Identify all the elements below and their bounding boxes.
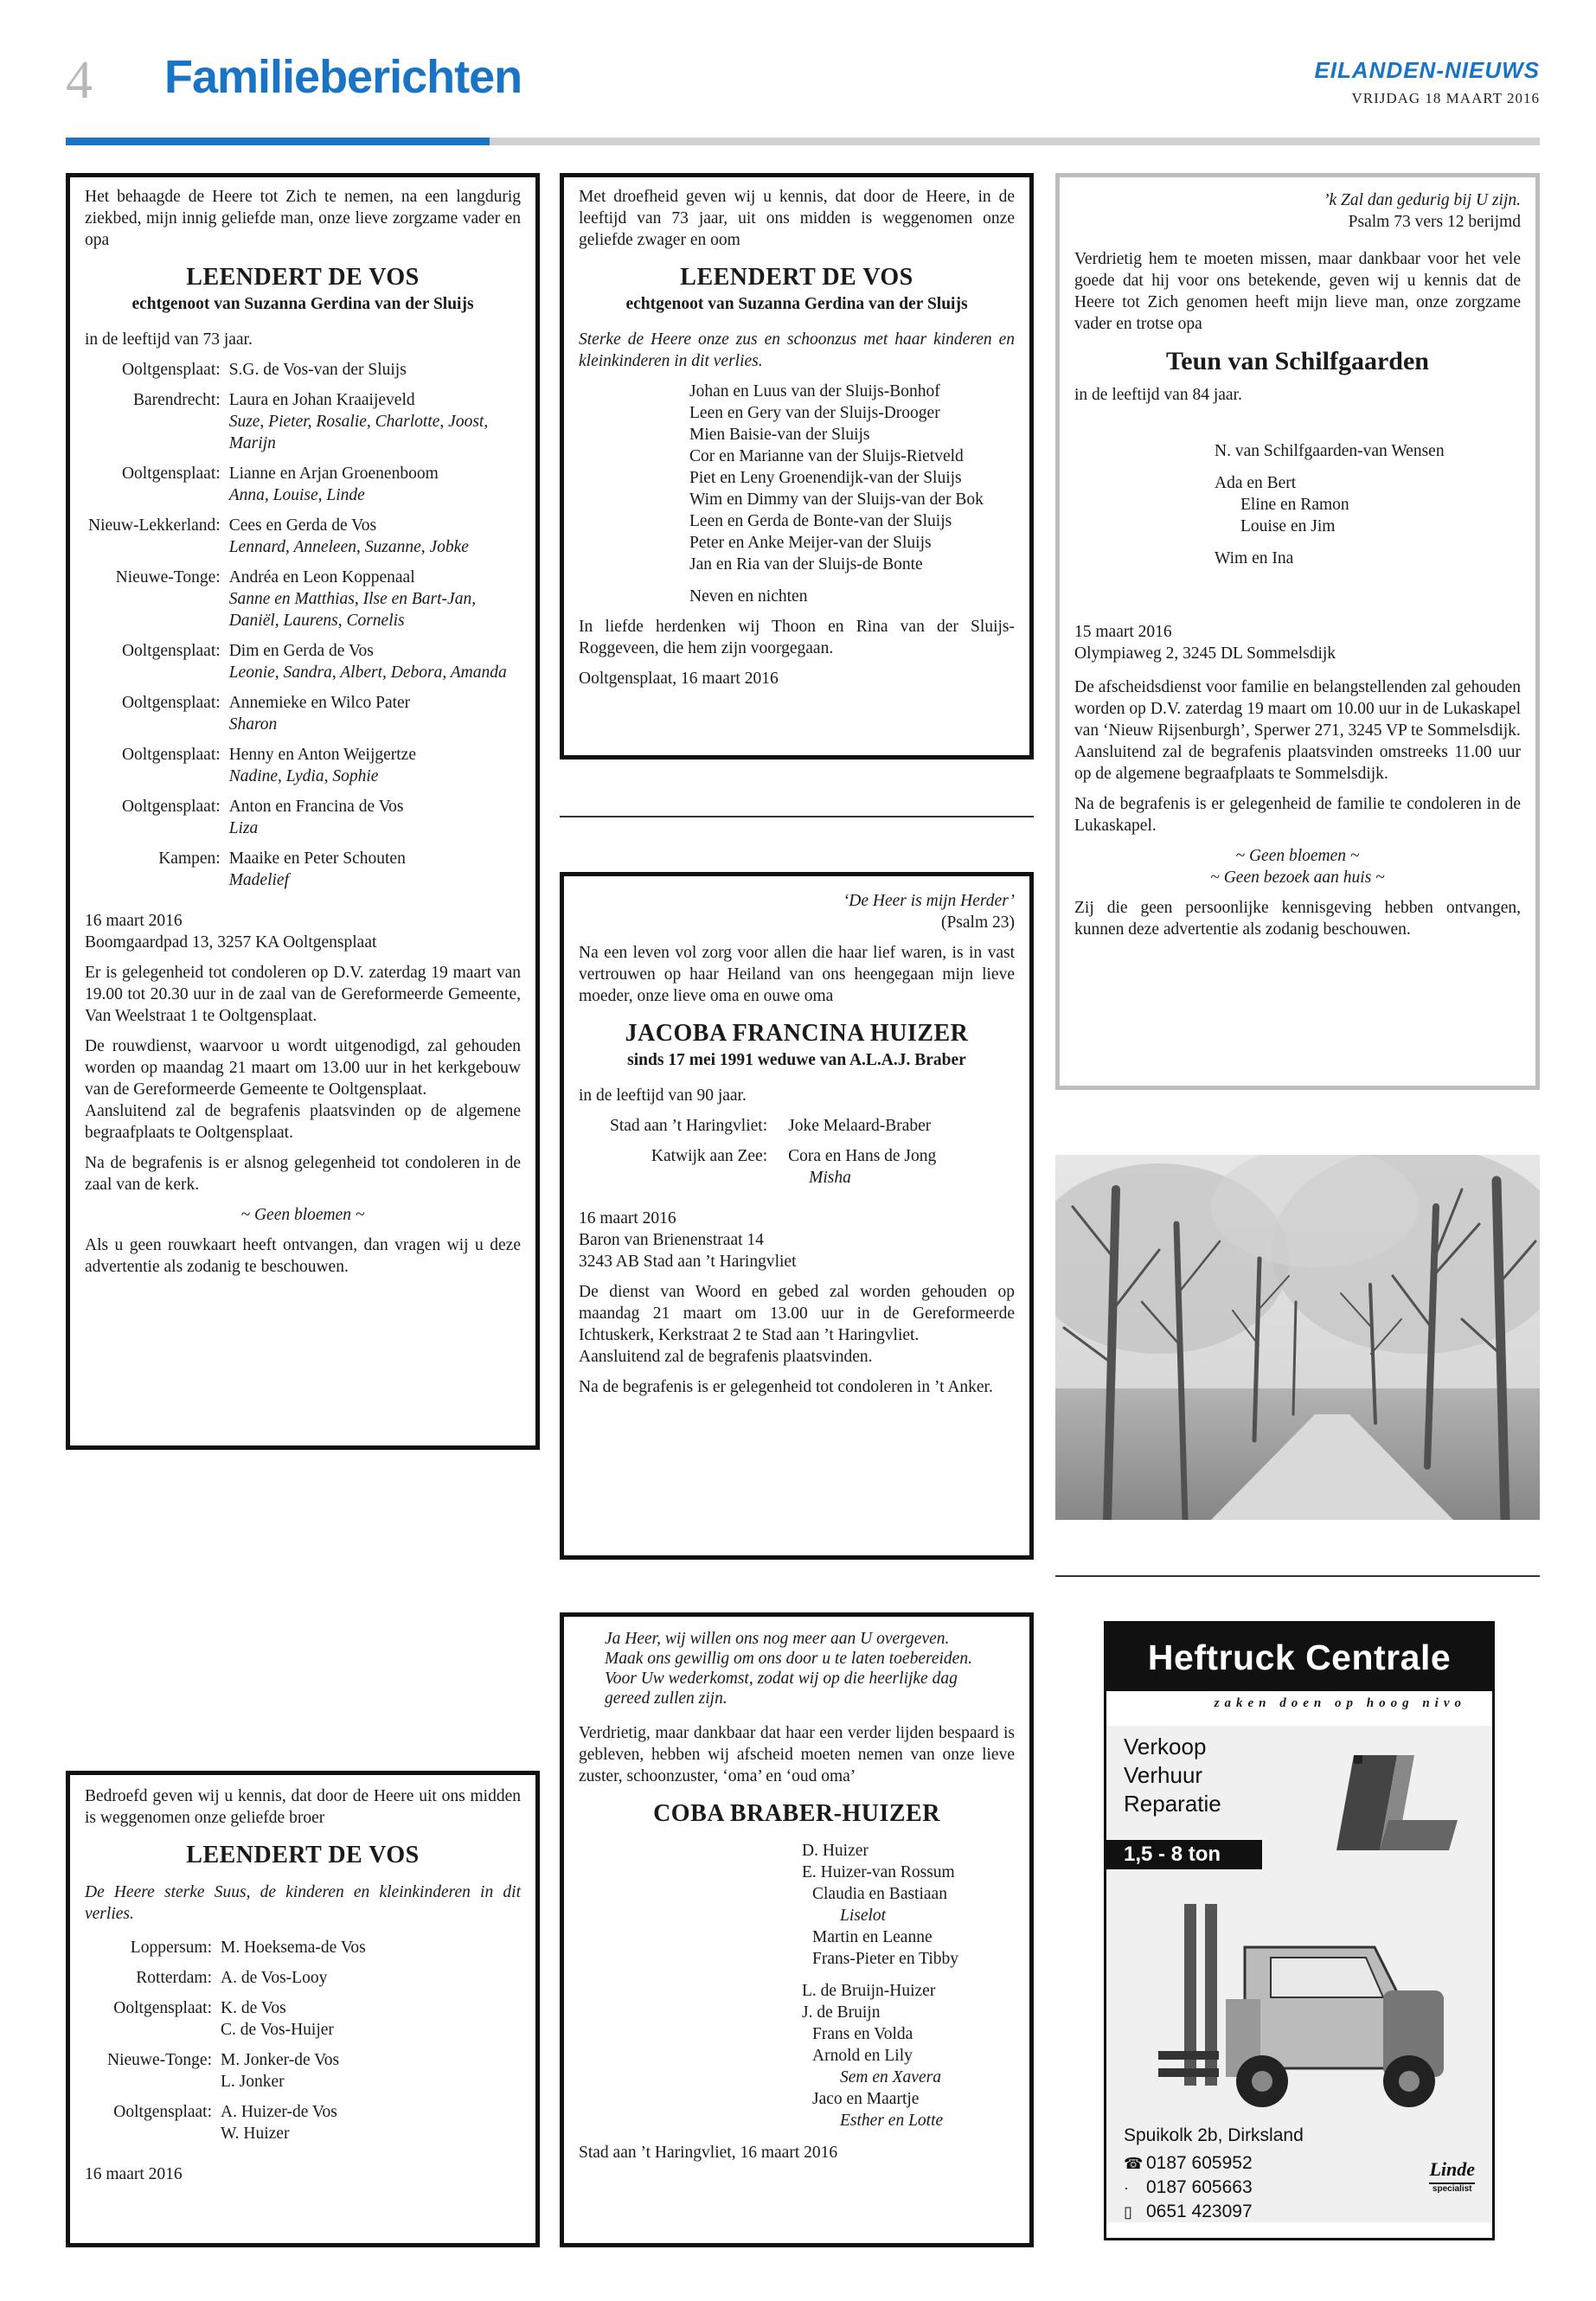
family-row: Loppersum: M. Hoeksema-de Vos xyxy=(130,1939,366,1957)
ad-phone-list xyxy=(1124,2151,1253,2224)
no-flowers-note: ~ Geen bloemen ~ xyxy=(1235,847,1360,865)
ad-date-address: 16 maart 2016 Baron van Brienenstraat 14 3243 AB Stad aan ’t Haringvliet xyxy=(579,1209,797,1271)
service-info: De rouwdienst, waarvoor u wordt uitgenodigd, zal gehouden worden op maandag 21 maart om 13.00 uur in het kerkgebouw van de Gereformeerde Gemeente te Ooltgensplaat. Aansluitend zal de begrafenis plaatsvinden op de algemene begraafplaats te Ooltgensplaat. xyxy=(85,1037,521,1142)
forklift-image xyxy=(1124,1895,1478,2110)
family-row: Ooltgensplaat: A. Huizer-de Vos W. Huizer xyxy=(113,2103,337,2143)
ad-intro: Met droefheid geven wij u kennis, dat door de Heere, in de leeftijd van 73 jaar, uit ons midden is weggenomen onze geliefde zwager en oom xyxy=(579,188,1015,249)
family-list xyxy=(1074,440,1521,569)
ad-date: 16 maart 2016 xyxy=(85,2165,183,2183)
list-item: Sem en Xavera xyxy=(840,2068,941,2086)
obituary-ad-jacoba-francina-huizer xyxy=(560,872,1034,1560)
service-item: Reparatie xyxy=(1124,1791,1221,1817)
no-flowers-note: ~ Geen bloemen ~ xyxy=(240,1206,365,1224)
list-item: Martin en Leanne xyxy=(812,1928,933,1946)
family-row: Stad aan ’t Haringvliet: Joke Melaard-Braber xyxy=(610,1117,932,1135)
family-list xyxy=(88,359,521,900)
deceased-age: in de leeftijd van 90 jaar. xyxy=(579,1086,747,1105)
newspaper-brand: EILANDEN-NIEUWS xyxy=(1314,57,1540,83)
linde-specialist-logo: Linde specialist xyxy=(1429,2158,1475,2194)
family-row: Rotterdam: A. de Vos-Looy xyxy=(136,1969,328,1987)
family-list-a xyxy=(579,1840,1015,1970)
family-row: Ooltgensplaat: Henny en Anton Weijgertze Nadine, Lydia, Sophie xyxy=(121,746,416,785)
service-item: Verhuur xyxy=(1124,1762,1203,1788)
obituary-ad-teun-van-schilfgaarden xyxy=(1055,173,1540,1090)
phone-icon: ☎ xyxy=(1124,2155,1144,2172)
psalm-quote: ‘De Heer is mijn Herder’ xyxy=(843,892,1015,910)
list-item: Esther en Lotte xyxy=(840,2112,944,2130)
list-item: Leen en Gery van der Sluijs-Drooger xyxy=(689,404,940,422)
list-item: E. Huizer-van Rossum xyxy=(802,1863,955,1881)
list-item: Louise en Jim xyxy=(1240,517,1336,535)
deceased-subtitle: sinds 17 mei 1991 weduwe van A.L.A.J. Braber xyxy=(627,1051,966,1069)
list-item: Liselot xyxy=(840,1907,887,1925)
list-item: Jan en Ria van der Sluijs-de Bonte xyxy=(689,555,923,574)
fax-icon: · xyxy=(1124,2179,1129,2196)
list-item: L. de Bruijn-Huizer xyxy=(802,1982,936,2000)
psalm-reference: Psalm 73 vers 12 berijmd xyxy=(1348,213,1521,231)
family-row: Ooltgensplaat: Lianne en Arjan Groenenboom Anna, Louise, Linde xyxy=(121,465,439,504)
family-row: Nieuw-Lekkerland: Cees en Gerda de Vos Lennard, Anneleen, Suzanne, Jobke xyxy=(88,516,469,556)
family-row: Ooltgensplaat: Dim en Gerda de Vos Leonie, Sandra, Albert, Debora, Amanda xyxy=(121,642,507,682)
service-info: De dienst van Woord en gebed zal worden gehouden op maandag 21 maart om 13.00 uur in de Gereformeerde Ichtuskerk, Kerkstraat 2 te Stad aan ’t Haringvliet. Aansluitend zal de begrafenis plaatsvinden. xyxy=(579,1283,1015,1366)
column-divider xyxy=(560,816,1034,817)
list-item: Frans-Pieter en Tibby xyxy=(812,1950,959,1968)
ad-wish: Sterke de Heere onze zus en schoonzus met haar kinderen en kleinkinderen in dit verlies. xyxy=(579,330,1015,370)
family-row: Nieuwe-Tonge: M. Jonker-de Vos L. Jonker xyxy=(107,2051,340,2091)
deceased-name: Teun van Schilfgaarden xyxy=(1166,347,1429,375)
psalm-reference: (Psalm 23) xyxy=(940,913,1015,932)
after-burial-info: Na de begrafenis is er gelegenheid tot condoleren in ’t Anker. xyxy=(579,1378,993,1396)
memory-note: In liefde herdenken wij Thoon en Rina van der Sluijs-Roggeveen, die hem zijn voorgegaan. xyxy=(579,618,1015,657)
list-item: Peter en Anke Meijer-van der Sluijs xyxy=(689,534,932,552)
ad-date-address: 15 maart 2016 Olympiaweg 2, 3245 DL Sommelsdijk xyxy=(1074,623,1336,663)
page-number: 4 xyxy=(66,51,93,110)
ad-poem: Ja Heer, wij willen ons nog meer aan U overgeven. Maak ons gewillig om ons door u te laten toebereiden. Voor Uw wederkomst, zodat wij op die heerlijke dag gereed zullen zijn. xyxy=(605,1630,972,1708)
obituary-ad-coba-braber-huizer xyxy=(560,1612,1034,2247)
family-list xyxy=(610,1115,936,1197)
company-logo-icon xyxy=(1336,1738,1458,1868)
ad-intro: Na een leven vol zorg voor allen die haar lief waren, is in vast vertrouwen op haar Heiland van ons heengegaan mijn lieve moeder, onze lieve oma en ouwe oma xyxy=(579,944,1015,1005)
column-divider xyxy=(1055,1575,1540,1577)
service-item: Verkoop xyxy=(1124,1734,1207,1759)
ad-intro: Het behaagde de Heere tot Zich te nemen, na een langdurig ziekbed, mijn innig geliefde man, onze lieve zorgzame vader en opa xyxy=(85,188,521,249)
list-item: Frans en Volda xyxy=(812,2025,913,2043)
deceased-name: COBA BRABER-HUIZER xyxy=(653,1800,940,1827)
after-burial-info: Na de begrafenis is er gelegenheid de familie te condoleren in de Lukaskapel. xyxy=(1074,795,1521,835)
family-list xyxy=(107,1937,366,2153)
fax-line: · 0187 605663 xyxy=(1124,2176,1253,2200)
family-row: Barendrecht: Laura en Johan Kraaijeveld Suze, Pieter, Rosalie, Charlotte, Joost, Marijn xyxy=(132,391,489,452)
family-row: Ooltgensplaat: K. de Vos C. de Vos-Huijer xyxy=(113,1999,334,2039)
list-item: Piet en Leny Groenendijk-van der Sluijs xyxy=(689,469,962,487)
ad-tagline: zaken doen op hoog nivo xyxy=(1214,1696,1466,1710)
psalm-quote: ’k Zal dan gedurig bij U zijn. xyxy=(1323,191,1521,209)
list-item: Arnold en Lily xyxy=(812,2047,913,2065)
family-row: Katwijk aan Zee: Cora en Hans de Jong Misha xyxy=(651,1147,937,1187)
closing-note: Als u geen rouwkaart heeft ontvangen, dan vragen wij u deze advertentie als zodanig te beschouwen. xyxy=(85,1236,521,1276)
deceased-name: LEENDERT DE VOS xyxy=(186,1842,420,1868)
obituary-ad-leendert-de-vos-family xyxy=(66,173,540,1450)
ad-wish: De Heere sterke Suus, de kinderen en kleinkinderen in dit verlies. xyxy=(85,1883,521,1923)
nephews-line: Neven en nichten xyxy=(689,587,808,606)
deceased-name: LEENDERT DE VOS xyxy=(680,264,913,291)
mobile-phone-icon: ▯ xyxy=(1124,2203,1132,2221)
place-date: Ooltgensplaat, 16 maart 2016 xyxy=(579,670,779,688)
list-item: Johan en Luus van der Sluijs-Bonhof xyxy=(689,382,940,401)
ad-intro: Verdrietig, maar dankbaar dat haar een verder lijden bespaard is gebleven, hebben wij afscheid moeten nemen van onze lieve zuster, schoonzuster, ‘oma’ en ‘oud oma’ xyxy=(579,1724,1015,1785)
family-row: Ooltgensplaat: S.G. de Vos-van der Sluijs xyxy=(121,361,407,379)
list-item: J. de Bruijn xyxy=(802,2003,881,2022)
ad-intro: Verdrietig hem te moeten missen, maar dankbaar voor het vele goede dat hij voor ons betekende, geven wij u kennis dat de Heere tot Zich genomen heeft mijn lieve man, onze zorgzame vader en trotse opa xyxy=(1074,250,1521,333)
deceased-age: in de leeftijd van 84 jaar. xyxy=(1074,386,1242,404)
list-item: N. van Schilfgaarden-van Wensen xyxy=(1215,442,1445,460)
closing-note: Zij die geen persoonlijke kennisgeving hebben ontvangen, kunnen deze advertentie als zodanig beschouwen. xyxy=(1074,899,1521,939)
list-item: Wim en Ina xyxy=(1215,549,1294,567)
list-item: Wim en Dimmy van der Sluijs-van der Bok xyxy=(689,490,984,509)
services-list xyxy=(1124,1733,1221,1818)
condolence-info: Er is gelegenheid tot condoleren op D.V. zaterdag 19 maart van 19.00 tot 20.30 uur in de zaal van de Gereformeerde Gemeente, Van Weelstraat 1 te Ooltgensplaat. xyxy=(85,964,521,1025)
ad-company-name: Heftruck Centrale xyxy=(1106,1624,1492,1691)
deceased-subtitle: echtgenoot van Suzanna Gerdina van der Sluijs xyxy=(131,295,474,313)
ad-address: Spuikolk 2b, Dirksland xyxy=(1124,2125,1304,2145)
list-item: Mien Baisie-van der Sluijs xyxy=(689,426,870,444)
phone-line: ☎ 0187 605952 xyxy=(1124,2151,1253,2176)
no-visit-note: ~ Geen bezoek aan huis ~ xyxy=(1210,868,1385,887)
heftruck-centrale-ad xyxy=(1104,1621,1495,2240)
obituary-ad-leendert-de-vos-inlaws xyxy=(560,173,1034,760)
header-rule-accent xyxy=(66,138,490,145)
family-list xyxy=(579,381,1015,575)
family-row: Ooltgensplaat: Anton en Francina de Vos Liza xyxy=(121,798,404,837)
deceased-name: JACOBA FRANCINA HUIZER xyxy=(625,1020,969,1047)
deceased-age: in de leeftijd van 73 jaar. xyxy=(85,330,253,349)
ad-intro: Bedroefd geven wij u kennis, dat door de Heere uit ons midden is weggenomen onze geliefde broer xyxy=(85,1787,521,1827)
mobile-line: ▯ 0651 423097 xyxy=(1124,2200,1253,2224)
family-list-b xyxy=(579,1980,1015,2131)
ad-date-address: 16 maart 2016 Boomgaardpad 13, 3257 KA Ooltgensplaat xyxy=(85,912,377,952)
list-item: Claudia en Bastiaan xyxy=(812,1885,947,1903)
list-item: Cor en Marianne van der Sluijs-Rietveld xyxy=(689,447,964,465)
deceased-subtitle: echtgenoot van Suzanna Gerdina van der Sluijs xyxy=(625,295,968,313)
obituary-ad-leendert-de-vos-siblings xyxy=(66,1771,540,2247)
list-item: Eline en Ramon xyxy=(1240,496,1349,514)
section-title: Familieberichten xyxy=(164,51,522,103)
list-item: D. Huizer xyxy=(802,1842,869,1860)
family-row: Kampen: Maaike en Peter Schouten Madelief xyxy=(158,849,406,889)
family-row: Ooltgensplaat: Annemieke en Wilco Pater Sharon xyxy=(121,694,411,734)
service-info: De afscheidsdienst voor familie en belangstellenden zal gehouden worden op D.V. zaterdag 19 maart om 10.00 uur in de Lukaskapel van ‘Nieuw Rijsenburgh’, Sperwer 271, 3245 VP te Sommelsdijk. Aansluitend zal de begrafenis plaatsvinden omstreeks 11.00 uur op de algemene begraafplaats te Sommelsdijk. xyxy=(1074,678,1521,783)
forest-photo xyxy=(1055,1155,1540,1520)
header-rule xyxy=(490,138,1540,145)
family-row: Nieuwe-Tonge: Andréa en Leon Koppenaal Sanne en Matthias, Ilse en Bart-Jan, Daniël, Laurens, Cornelis xyxy=(115,568,477,630)
after-burial-info: Na de begrafenis is er alsnog gelegenheid tot condoleren in de zaal van de kerk. xyxy=(85,1154,521,1194)
issue-date: VRIJDAG 18 MAART 2016 xyxy=(1351,90,1540,106)
place-date: Stad aan ’t Haringvliet, 16 maart 2016 xyxy=(579,2144,838,2162)
deceased-name: LEENDERT DE VOS xyxy=(186,264,420,291)
list-item: Ada en Bert xyxy=(1215,474,1297,492)
list-item: Jaco en Maartje xyxy=(812,2090,920,2108)
ad-content xyxy=(1106,1726,1492,2222)
capacity-range: 1,5 - 8 ton xyxy=(1106,1840,1262,1869)
list-item: Leen en Gerda de Bonte-van der Sluijs xyxy=(689,512,952,530)
